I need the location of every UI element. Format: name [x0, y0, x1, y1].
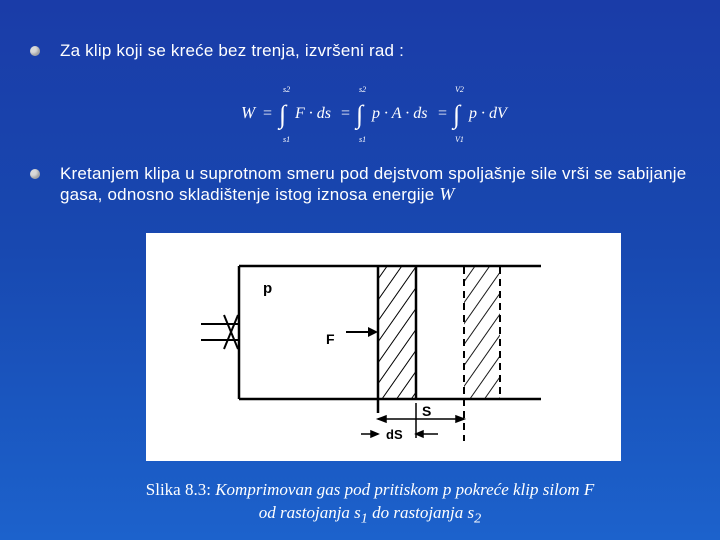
label-force: F	[326, 331, 335, 347]
bullet-text-1: Za klip koji se kreće bez trenja, izvršeni rad :	[60, 41, 405, 60]
valve-pipe	[201, 315, 239, 349]
piston-diagram	[146, 233, 621, 461]
formula-term-1: F · ds	[295, 105, 331, 122]
caption-line-2	[60, 501, 680, 530]
piston-current	[378, 267, 416, 398]
piston-diagram-svg	[146, 233, 621, 461]
integral-sign-3: ∫	[453, 100, 461, 129]
piston-displaced	[464, 267, 500, 441]
force-arrow	[346, 327, 378, 337]
bullet-item-2	[30, 163, 710, 205]
integral3-upper: V2	[455, 85, 464, 94]
integral1-lower: s1	[283, 135, 291, 144]
integral2-upper: s2	[359, 85, 367, 94]
integral3-lower: V1	[455, 135, 464, 144]
formula-term-2: p · A · ds	[372, 105, 428, 122]
formula-eq-2: =	[341, 105, 351, 122]
bullet-icon	[30, 46, 40, 56]
caption-line-2-part-2: do rastojanja s	[367, 503, 475, 522]
caption-subscript-1: 1	[360, 510, 368, 527]
caption-line-2-part-1: od rastojanja s	[258, 503, 361, 522]
work-integral-formula	[233, 84, 523, 144]
label-differential-displacement: dS	[386, 427, 403, 442]
bullet-text-2	[60, 163, 710, 205]
integral1-upper: s2	[283, 85, 291, 94]
integral2-lower: s1	[359, 135, 367, 144]
caption-line-1-text: Komprimovan gas pod pritiskom p pokreće klip silom F	[215, 480, 595, 499]
caption-subscript-2: 2	[474, 510, 482, 527]
integral-sign-2: ∫	[356, 100, 364, 129]
dimension-S	[378, 416, 464, 422]
formula-eq-1: =	[263, 105, 273, 122]
energy-variable: W	[439, 184, 455, 204]
bullet-icon	[30, 169, 40, 179]
formula-lhs: W	[241, 103, 256, 122]
formula-term-3: p · dV	[469, 105, 507, 122]
integral-sign-1: ∫	[279, 100, 287, 129]
formula-eq-3: =	[438, 105, 448, 122]
caption-line-1	[60, 478, 680, 501]
label-displacement: S	[422, 403, 432, 419]
figure-caption	[60, 478, 680, 530]
caption-prefix: Slika 8.3:	[145, 480, 211, 499]
bullet-text-2-body: Kretanjem klipa u suprotnom smeru pod dejstvom spoljašnje sile vrši se sabijanje gasa, odnosno skladištenje istog iznosa energije	[60, 164, 687, 204]
bullet-item-1	[30, 40, 404, 61]
label-pressure: p	[263, 280, 273, 297]
